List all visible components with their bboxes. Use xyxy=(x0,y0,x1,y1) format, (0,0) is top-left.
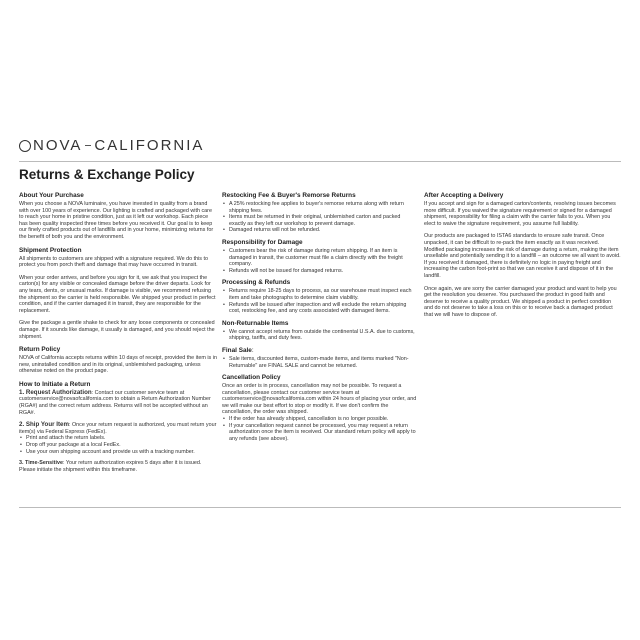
step-1-text: : Contact our customer service team at customerservice@novaofcalifornia.com to obtain a Return Authorization Number (RGA#) and the correct return address. Returns will not be accepted without an RGA#. xyxy=(19,389,211,416)
logo-dash-icon xyxy=(85,145,91,146)
step-2-list xyxy=(19,435,217,455)
return-policy-heading: Return Policy xyxy=(19,346,61,354)
non-returnable-list xyxy=(222,329,418,342)
step-3 xyxy=(19,460,217,473)
section-processing xyxy=(222,279,418,314)
return-policy-text: NOVA of California accepts returns within 10 days of receipt, provided the item is in new, uninstalled condition and in its original, unblemished packaging, unless otherwise noted on the product page. xyxy=(19,355,217,375)
after-delivery-text-2: Our products are packaged to ISTA6 standards to ensure safe transit. Once unpacked, it can be difficult to re-pack the item exactly as it was received. Modified packaging increases the risk of damage during a return, making the item unsellable and potentially sending it to a landfill – an outcome we all want to avoid. If you received it damaged, there is definitely no logic in paying freight and increasing the carbon foot-print so that we can receive it and dispose of it in the landfill. xyxy=(424,233,621,279)
page-title: Returns & Exchange Policy xyxy=(19,167,195,182)
shipment-text-1: All shipments to customers are shipped with a signature required. We do this to protect you from porch theft and damage that may have occurred in transit. xyxy=(19,255,208,269)
after-delivery-text-3: Once again, we are sorry the carrier damaged your product and want to help you get the resolution you deserve. You purchased the product in good faith and deserve to receive a quality product. We shipped a product in perfect condition and do not deserve to take a loss on this or to receive back a damaged product that we will have to dispose of. xyxy=(424,285,617,318)
after-delivery-text-1: If you accept and sign for a damaged carton/contents, resolving issues becomes more difficult. If you waived the signature requirement or signed for a damaged shipment, responsibility for filing a claim with the carrier falls to you. When you elect to waive the signature requirement, you assume full liability. xyxy=(424,201,616,227)
step-3-head: 3. Time-Sensitive xyxy=(19,460,63,467)
step-2 xyxy=(19,422,217,435)
list-item: • A 25% restocking fee applies to buyer's remorse returns along with return shipping fees. xyxy=(229,201,418,214)
after-delivery-heading: After Accepting a Delivery xyxy=(424,192,504,199)
list-item: • Damaged returns will not be refunded. xyxy=(229,227,418,234)
list-item: • Returns require 18-25 days to process, as our warehouse must inspect each item and take photographs to determine claim viability. xyxy=(229,288,418,301)
top-divider xyxy=(19,161,621,162)
processing-heading: Processing & Refunds xyxy=(222,279,291,287)
list-item: • Use your own shipping account and provide us with a tracking number. xyxy=(26,449,217,456)
how-to-heading: How to Initiate a Return xyxy=(19,380,91,388)
brand-name-right: CALIFORNIA xyxy=(94,137,205,154)
final-sale-heading-text: Final Sale xyxy=(222,346,252,354)
section-after-delivery xyxy=(424,192,621,319)
final-sale-heading xyxy=(222,347,418,355)
list-item: • Print and attach the return labels. xyxy=(26,435,217,442)
column-middle xyxy=(222,192,418,447)
brand-logo xyxy=(19,137,204,154)
list-item: • Refunds will not be issued for damaged returns. xyxy=(229,268,418,275)
list-item: • Sale items, discounted items, custom-made items, and items marked "Non-Returnable" are FINAL SALE and cannot be returned. xyxy=(229,356,418,369)
section-shipment xyxy=(19,247,217,341)
step-1-head: 1. Request Authorization xyxy=(19,388,92,396)
bottom-divider xyxy=(19,507,621,508)
step-1 xyxy=(19,390,217,416)
list-item: • Customers bear the risk of damage during return shipping. If an item is damaged in transit, the customer must file a claim directly with the freight company. xyxy=(229,248,418,268)
list-item: • Refunds will be issued after inspection and will exclude the return shipping cost, restocking fee, and any costs associated with damaged items. xyxy=(229,302,418,315)
responsibility-heading: Responsibility for Damage xyxy=(222,238,303,246)
restocking-list xyxy=(222,201,418,234)
section-return-policy xyxy=(19,346,217,375)
shipment-heading: Shipment Protection xyxy=(19,246,82,254)
section-about xyxy=(19,192,217,241)
section-non-returnable xyxy=(222,320,418,342)
step-3-text: : Your return authorization expires 5 days after it is issued. Please initiate the shipment within this timeframe. xyxy=(19,460,202,473)
cancellation-heading: Cancellation Policy xyxy=(222,374,281,382)
section-final-sale xyxy=(222,347,418,369)
about-text: When you choose a NOVA luminaire, you have invested in quality from a brand with over 100 years of experience. Our lighting is crafted and packaged with care to reach your home in pristine condition, just as it left our workshop. Each piece has been quality inspected three times before you received it. Our goal is to keep our finely crafted products out of landfills and in your home, minimizing returns for the benefit of both you and the environment. xyxy=(19,201,214,240)
step-2-head: 2. Ship Your Item xyxy=(19,421,69,429)
restocking-heading: Restocking Fee & Buyer's Remorse Returns xyxy=(222,192,356,199)
column-left xyxy=(19,192,217,479)
list-item: • If your cancellation request cannot be processed, you may request a return authorization once the item is received. Our standard return policy will apply to any refunds (see above). xyxy=(229,423,418,443)
list-item: • Drop off your package at a local FedEx. xyxy=(26,442,217,449)
section-restocking xyxy=(222,192,418,234)
section-how-to xyxy=(19,381,217,474)
list-item: • If the order has already shipped, cancellation is no longer possible. xyxy=(229,416,418,423)
brand-name-left: NOVA xyxy=(33,137,83,154)
final-sale-list xyxy=(222,356,418,369)
section-cancellation xyxy=(222,374,418,442)
list-item: • We cannot accept returns from outside the continental U.S.A. due to customs, shipping, tariffs, and duty fees. xyxy=(229,329,418,342)
about-heading: About Your Purchase xyxy=(19,192,84,199)
logo-ring-icon xyxy=(19,140,31,152)
shipment-text-3: Give the package a gentle shake to check for any loose components or concealed damage. If it sounds like damage, it usually is damaged, and you should reject the shipment. xyxy=(19,320,215,340)
list-item: • Items must be returned in their original, unblemished carton and packed exactly as they left our workshop to prevent damage. xyxy=(229,214,418,227)
section-responsibility xyxy=(222,239,418,274)
non-returnable-heading: Non-Returnable Items xyxy=(222,319,289,327)
cancellation-text: Once an order is in process, cancellation may not be possible. To request a cancellation, please contact our customer service team at customerservice@novaofcalifornia.com within 24 hours of placing your order, and we will make our best effort to stop or modify it. If we don't confirm the cancellation, the order was shipped. xyxy=(222,383,417,416)
cancellation-list xyxy=(222,416,418,442)
shipment-text-2: When your order arrives, and before you sign for it, we ask that you inspect the carton(s) for any visible or concealed damage before the driver departs. Look for any tears, dents, or unusual marks. If damage is visible, we recommend refusing the shipment so the carrier is held responsible. We shipped your product in perfect condition, and if the carrier damaged it in transit, they are responsible for the replacement. xyxy=(19,274,216,314)
final-sale-heading-colon: : xyxy=(251,346,254,354)
responsibility-list xyxy=(222,248,418,274)
column-right xyxy=(424,192,621,325)
processing-list xyxy=(222,288,418,314)
step-2-text: : Once your return request is authorized, you must return your item(s) via Federal Express (FedEx). xyxy=(19,422,217,435)
